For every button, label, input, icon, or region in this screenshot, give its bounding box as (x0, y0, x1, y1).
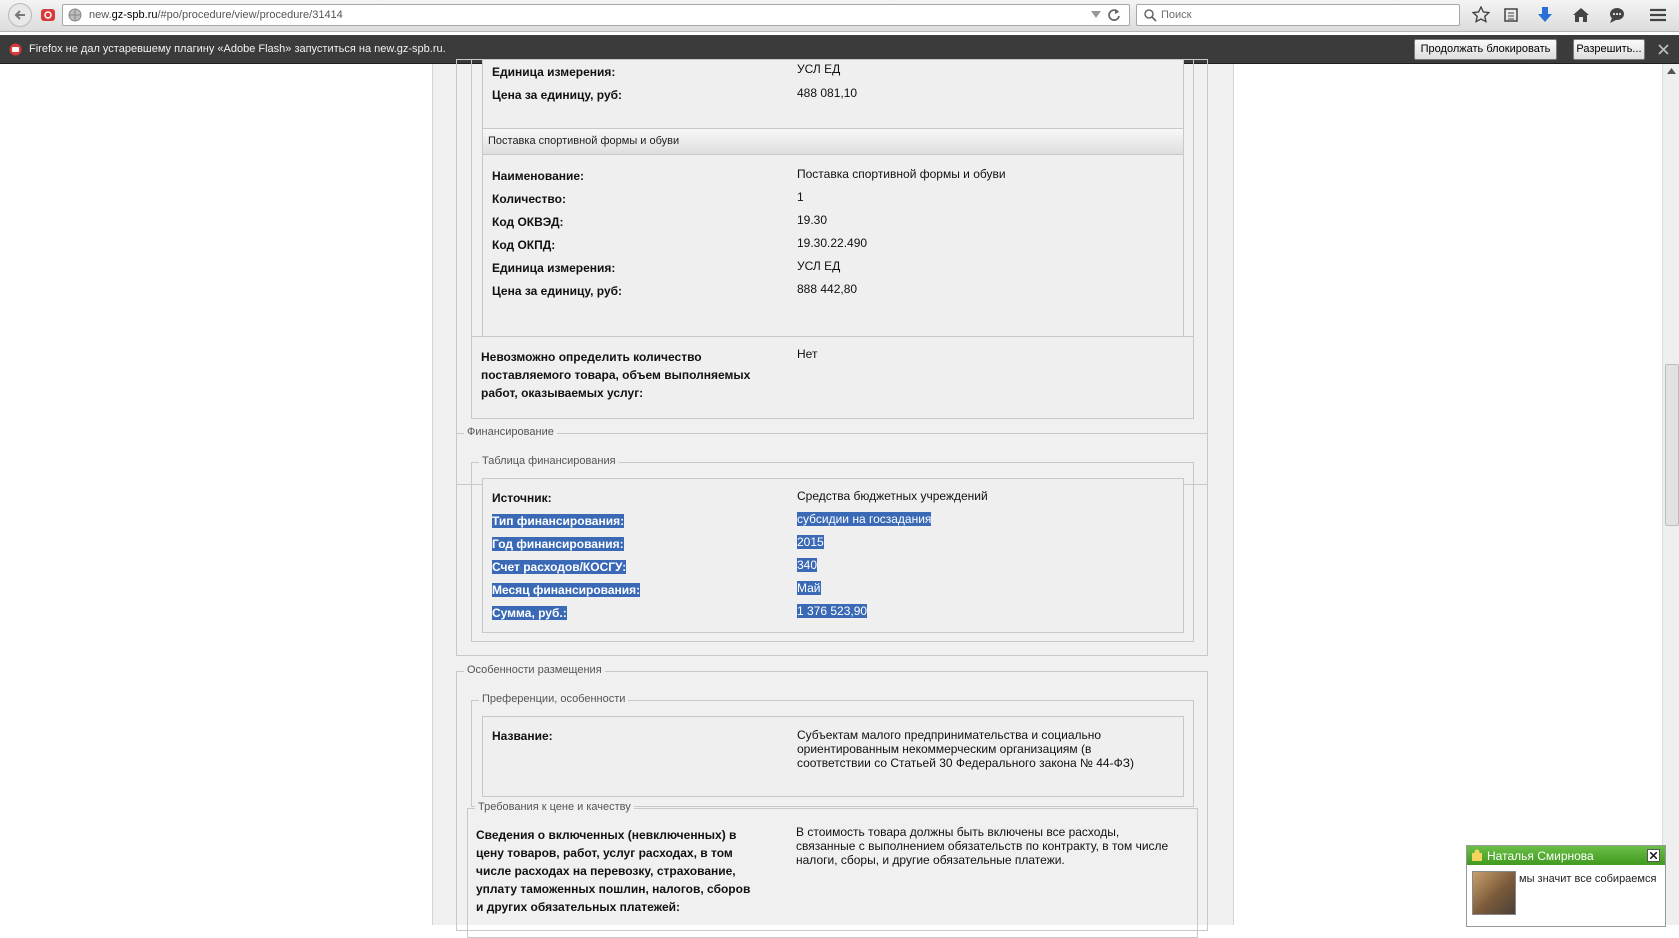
search-placeholder: Поиск (1161, 9, 1192, 21)
fin-year-value: 2015 (797, 535, 824, 549)
chat-message: мы значит все собираемся (1519, 873, 1657, 885)
hamburger-menu-button[interactable] (1647, 4, 1669, 26)
globe-icon (68, 8, 82, 22)
item-okved-value: 19.30 (797, 213, 828, 227)
continue-blocking-button[interactable]: Продолжать блокировать (1414, 39, 1557, 60)
quantity-undetermined-box (471, 336, 1194, 419)
dropdown-arrow-icon[interactable] (1091, 11, 1101, 19)
bookmarks-menu-button[interactable] (1500, 4, 1522, 26)
item-unit-value: УСЛ ЕД (797, 259, 841, 273)
item-quantity-value: 1 (797, 190, 804, 204)
star-icon (1472, 6, 1490, 24)
financing-table-legend: Таблица финансирования (479, 455, 619, 467)
item-name-label: Наименование: (492, 169, 585, 183)
downloads-button[interactable] (1534, 4, 1556, 26)
financing-table (482, 478, 1184, 633)
home-icon (1572, 7, 1590, 23)
pocket-button[interactable] (37, 4, 59, 26)
user-icon (1471, 849, 1483, 862)
placement-legend: Особенности размещения (464, 664, 605, 676)
chat-button[interactable] (1606, 4, 1628, 26)
plugin-blocked-icon (9, 43, 22, 56)
item-price-label: Цена за единицу, руб: (492, 284, 623, 298)
price-value: 488 081,10 (797, 86, 858, 100)
close-notification-icon[interactable] (1658, 44, 1669, 55)
procedure-page (432, 64, 1234, 925)
back-button[interactable] (8, 3, 32, 27)
vertical-scrollbar[interactable] (1662, 64, 1679, 925)
fin-source-value: Средства бюджетных учреждений (797, 489, 988, 503)
chat-sender-name: Наталья Смирнова (1487, 849, 1594, 863)
hamburger-icon (1649, 7, 1667, 23)
close-chat-button[interactable] (1647, 849, 1660, 862)
preferences-table (482, 716, 1184, 797)
scroll-up-icon[interactable] (1667, 68, 1676, 74)
fin-sum-value: 1 376 523,90 (797, 604, 868, 618)
fin-account-label: Счет расходов/КОСГУ: (492, 560, 627, 574)
fin-source-label: Источник: (492, 491, 552, 505)
item-price-value: 888 442,80 (797, 282, 858, 296)
item-okved-label: Код ОКВЭД: (492, 215, 564, 229)
reload-icon[interactable] (1107, 8, 1121, 22)
item-card-title: Поставка спортивной формы и обуви (483, 129, 1183, 155)
allow-plugin-button[interactable]: Разрешить... (1573, 39, 1645, 60)
fin-type-value: субсидии на госзадания (797, 512, 932, 526)
quantity-undetermined-label: Невозможно определить количество поставляемого товара, объем выполняемых работ, оказываемых услуг: (481, 350, 751, 400)
url-text: new.gz-spb.ru/#po/procedure/view/procedure/31414 (89, 9, 343, 21)
scrollbar-thumb[interactable] (1665, 364, 1679, 526)
search-icon (1143, 8, 1157, 22)
preferences-legend: Преференции, особенности (479, 693, 628, 705)
costs-included-value: В стоимость товара должны быть включены все расходы, связанные с выполнением обязательств по контракту, в том числе налоги, сборы, и другие обязательные платежи. (796, 825, 1169, 867)
fin-type-label: Тип финансирования: (492, 514, 625, 528)
item-name-value: Поставка спортивной формы и обуви (797, 167, 1006, 181)
browser-toolbar (0, 0, 1679, 32)
back-arrow-icon (13, 8, 27, 22)
avatar (1472, 871, 1516, 915)
pocket-icon (40, 7, 56, 23)
url-host: gz-spb.ru (111, 9, 158, 21)
fin-month-label: Месяц финансирования: (492, 583, 641, 597)
unit-label: Единица измерения: (492, 65, 616, 79)
financing-legend: Финансирование (464, 426, 557, 438)
search-bar[interactable] (1136, 4, 1460, 26)
fin-month-value: Май (797, 581, 821, 595)
pref-name-label: Название: (492, 729, 553, 743)
chat-header (1467, 846, 1665, 865)
price-quality-legend: Требования к цене и качеству (475, 801, 634, 813)
item-okpd-label: Код ОКПД: (492, 238, 556, 252)
bookmarks-list-icon (1503, 7, 1519, 23)
speech-bubble-icon (1608, 6, 1626, 24)
home-button[interactable] (1570, 4, 1592, 26)
pref-name-value: Субъектам малого предпринимательства и социально ориентированным некоммерческим организациям (в соответствии со Статьей 30 Федерального закона № 44-ФЗ) (797, 728, 1134, 770)
bookmark-star-button[interactable] (1470, 4, 1492, 26)
url-bar[interactable] (62, 4, 1130, 26)
fin-account-value: 340 (797, 558, 818, 572)
price-label: Цена за единицу, руб: (492, 88, 623, 102)
item-okpd-value: 19.30.22.490 (797, 236, 868, 250)
fin-sum-label: Сумма, руб.: (492, 606, 567, 620)
quantity-undetermined-value: Нет (797, 347, 818, 361)
unit-value: УСЛ ЕД (797, 62, 841, 76)
notification-message: Firefox не дал устаревшему плагину «Adobe Flash» запуститься на new.gz-spb.ru. (29, 43, 446, 55)
close-icon (1650, 852, 1657, 859)
fin-year-label: Год финансирования: (492, 537, 624, 551)
item-quantity-label: Количество: (492, 192, 566, 206)
chat-notification-popup[interactable] (1466, 845, 1666, 927)
costs-included-label: Сведения о включенных (невключенных) в цену товаров, работ, услуг расходах, в том числе расходах на перевозку, страхование, уплату таможенных пошлин, налогов, сборов и других обязательных платежей: (476, 828, 751, 914)
item-unit-label: Единица измерения: (492, 261, 616, 275)
download-arrow-icon (1537, 6, 1553, 24)
